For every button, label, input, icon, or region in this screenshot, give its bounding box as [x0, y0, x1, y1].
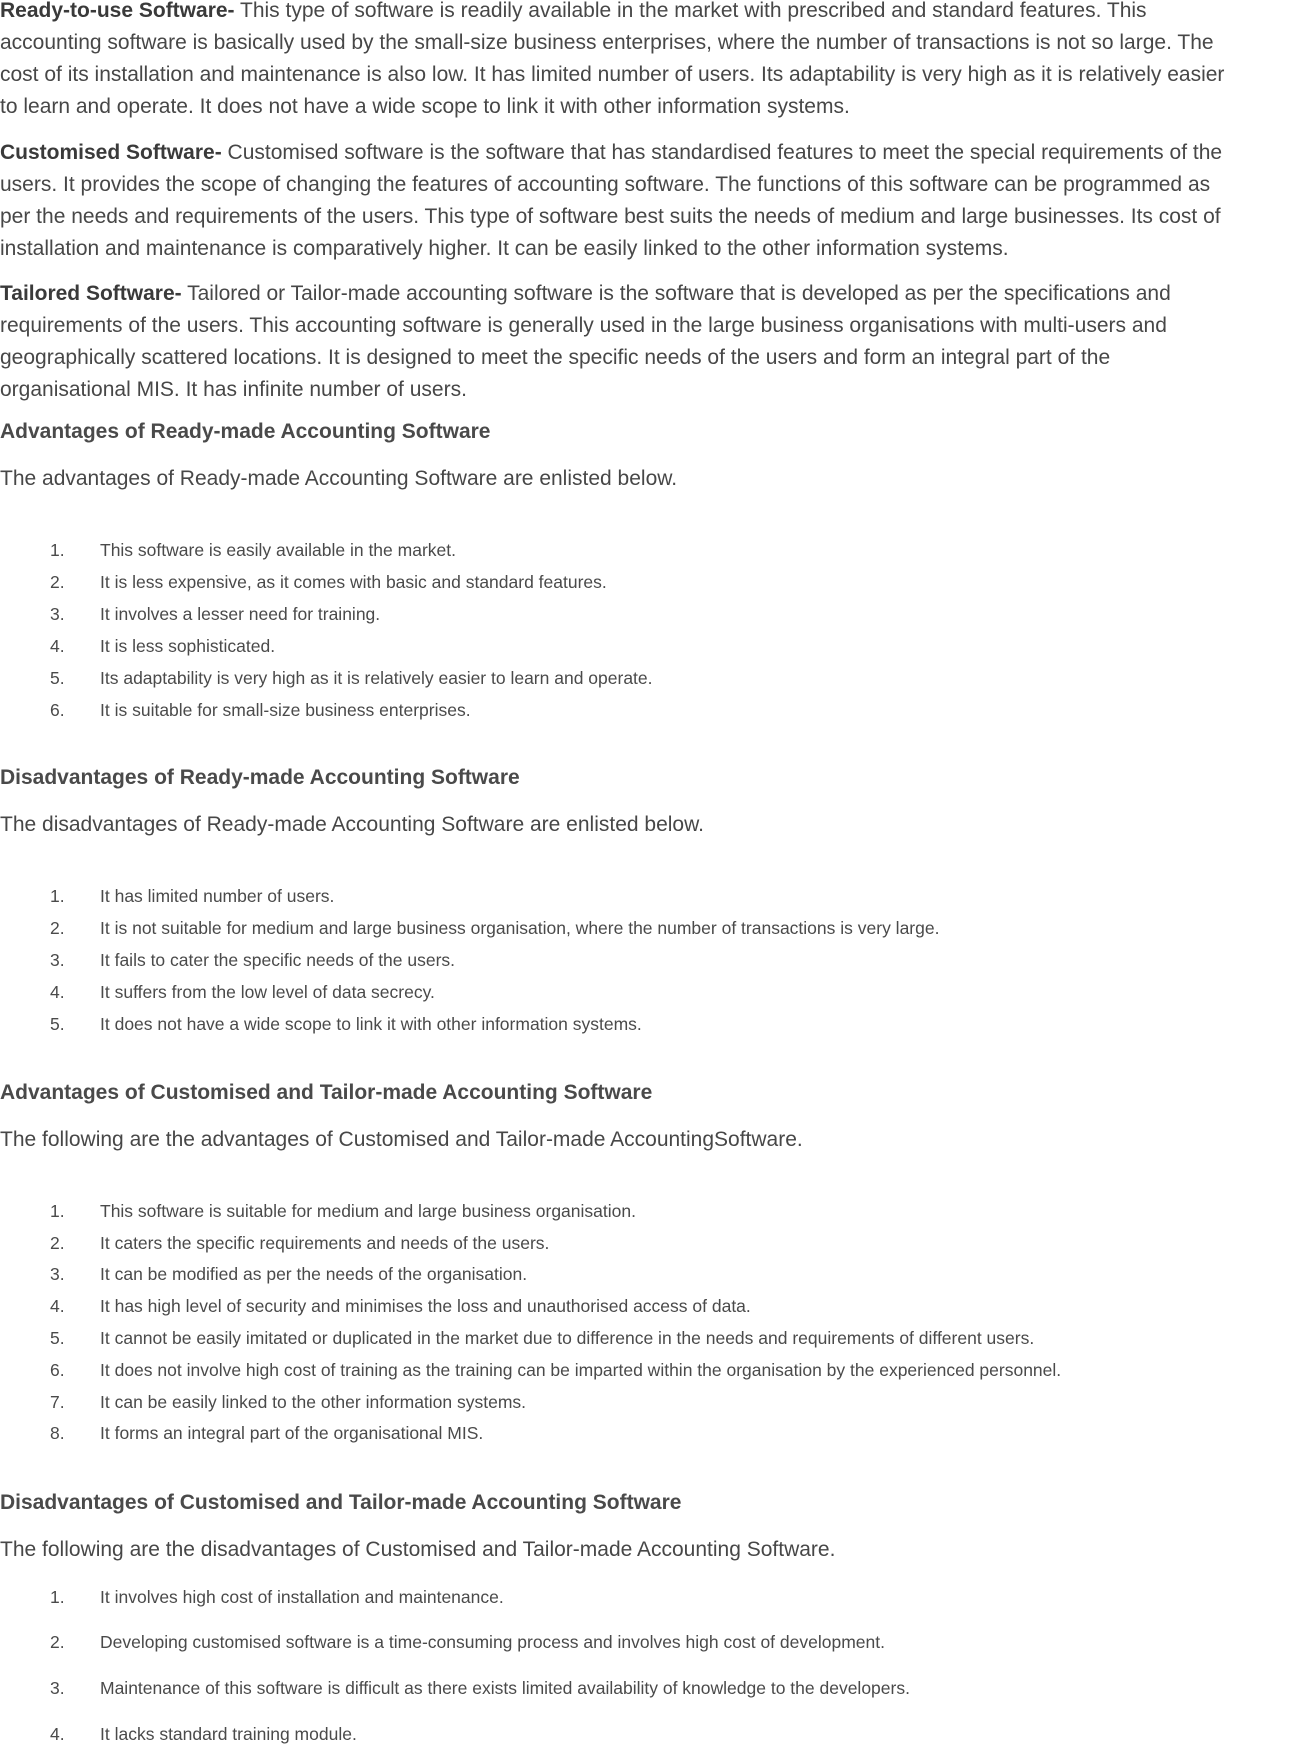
section-heading: Disadvantages of Ready-made Accounting Software — [0, 766, 520, 789]
term-ready-to-use: Ready-to-use Software- — [0, 0, 235, 22]
paragraph-tailored: Tailored Software- Tailored or Tailor-made accounting software is the software that is developed as per the specifications and requirements of the users. This accounting software is generally used in the large business organisations with multi-users and geographically scattered locations. It is designed to meet the specific needs of the users and form an integral part of the organisational MIS. It has infinite number of users. — [0, 282, 1171, 401]
term-tailored: Tailored Software- — [0, 282, 182, 305]
section-intro: The disadvantages of Ready-made Accounting Software are enlisted below. — [0, 813, 704, 836]
term-customised: Customised Software- — [0, 141, 222, 164]
paragraph-ready-to-use: Ready-to-use Software- This type of software is readily available in the market with prescribed and standard features. This accounting software is basically used by the small-size business enterprises, where the number of transactions is not so large. The cost of its installation and maintenance is also low. It has limited number of users. Its adaptability is very high as it is relatively easier to learn and operate. It does not have a wide scope to link it with other information systems. — [0, 0, 1225, 118]
section-intro: The following are the advantages of Customised and Tailor-made AccountingSoftware. — [0, 1128, 803, 1151]
paragraph-customised: Customised Software- Customised software is the software that has standardised features to meet the special requirements of the users. It provides the scope of changing the features of accounting software. The functions of this software can be programmed as per the needs and requirements of the users. This type of software best suits the needs of medium and large businesses. Its cost of installation and maintenance is comparatively higher. It can be easily linked to the other information systems. — [0, 141, 1223, 260]
section-heading: Advantages of Ready-made Accounting Software — [0, 420, 491, 443]
section-intro: The advantages of Ready-made Accounting Software are enlisted below. — [0, 467, 678, 490]
section-heading: Disadvantages of Customised and Tailor-made Accounting Software — [0, 1491, 682, 1514]
section-intro: The following are the disadvantages of Customised and Tailor-made Accounting Software. — [0, 1538, 836, 1561]
section-heading: Advantages of Customised and Tailor-made Accounting Software — [0, 1081, 653, 1104]
